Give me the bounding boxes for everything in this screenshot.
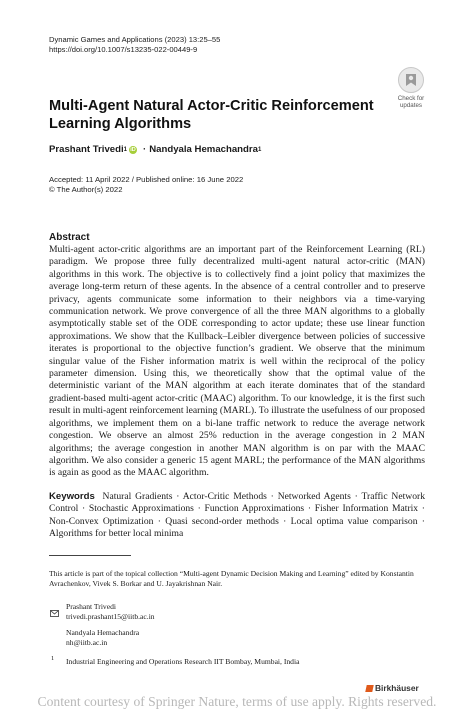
- footnote-divider: [49, 555, 131, 556]
- update-bookmark-icon: [398, 67, 424, 93]
- contact-name-1: Prashant Trivedi: [66, 602, 116, 611]
- contact-block: [66, 602, 155, 648]
- paper-title: Multi-Agent Natural Actor-Critic Reinforcement Learning Algorithms: [49, 98, 374, 132]
- journal-header: [49, 35, 220, 55]
- author-1-affiliation-mark: 1: [123, 146, 127, 153]
- birkhauser-logo-icon: [365, 685, 373, 692]
- doi-link[interactable]: https://doi.org/10.1007/s13235-022-00449-9: [49, 45, 198, 54]
- contact-email-2[interactable]: nh@iitb.ac.in: [66, 638, 108, 647]
- author-separator: ·: [143, 144, 147, 155]
- check-for-updates-badge[interactable]: [393, 67, 429, 109]
- publisher-name: Birkhäuser: [375, 683, 419, 693]
- copyright-watermark: Content courtesy of Springer Nature, terms of use apply. Rights reserved.: [37, 694, 437, 709]
- badge-line1: Check for: [397, 95, 425, 102]
- affiliation-text: Industrial Engineering and Operations Research IIT Bombay, Mumbai, India: [66, 657, 300, 666]
- topical-collection-note: This article is part of the topical collection “Multi-agent Dynamic Decision Making and Learning” edited by Konstantin Avrachenkov, Vivek S. Borkar and U. Jayakrishnan Nair.: [49, 569, 414, 588]
- badge-line2: updates: [399, 102, 423, 109]
- author-2-name[interactable]: Nandyala Hemachandra: [149, 144, 258, 155]
- abstract-heading: Abstract: [49, 232, 90, 243]
- copyright-line: © The Author(s) 2022: [49, 184, 123, 194]
- accepted-published-dates: Accepted: 11 April 2022 / Published online: 16 June 2022: [49, 175, 244, 184]
- keywords-list: Natural Gradients · Actor-Critic Methods · Networked Agents · Traffic Network Control · Stochastic Approximations · Function Approximations · Fisher Information Matrix · Non-Convex Optimization · Quasi second-order methods · Local optima value comparison · Algorithms for better local minima: [49, 491, 426, 540]
- abstract-body: Multi-agent actor-critic algorithms are an important part of the Reinforcement Learning (RL) paradigm. We propose three fully decentralized multi-agent natural actor-critic (MAN) algorithms in this work. The objective is to collectively find a joint policy that maximizes the average long-term return of these agents. In the absence of a central controller and to preserve privacy, agents communicate some information to their neighbors via a time-varying communication network. We prove convergence of all the three MAN algorithms to a globally asymptotically stable set of the ODE corresponding to actor update; these use linear function approximations. We show that the Kullback–Leibler divergence between policies of successive iterates is proportional to the objective function’s gradient. We observe that the minimum singular value of the Fisher information matrix is well within the reciprocal of the policy parameter dimension. Using this, we theoretically show that the optimal value of the deterministic variant of the MAN algorithm at each iterate dominates that of the standard gradient-based multi-agent actor-critic (MAAC) algorithm. To our knowledge, it is the first such result in multi-agent reinforcement learning (MARL). To illustrate the usefulness of our proposed algorithms, we implement them on a bi-lane traffic network to reduce the average network congestion. We observe an almost 25% reduction in the average congestion in 2 MAN algorithms; the average congestion in another MAN algorithm is on par with the MAAC algorithm. We also consider a generic 15 agent MARL; the performance of the MAN algorithms is again as good as the MAAC algorithm.: [49, 244, 425, 479]
- contact-email-1[interactable]: trivedi.prashant15@iitb.ac.in: [66, 612, 155, 621]
- author-1-name[interactable]: Prashant Trivedi: [49, 144, 124, 155]
- contact-name-2: Nandyala Hemachandra: [66, 628, 140, 637]
- author-2-affiliation-mark: 1: [257, 146, 262, 153]
- keywords-section: [49, 491, 425, 541]
- orcid-icon[interactable]: iD: [130, 146, 136, 153]
- author-line: [49, 144, 261, 155]
- journal-citation: Dynamic Games and Applications (2023) 13:25–55: [49, 35, 221, 44]
- publication-dates: [49, 175, 243, 194]
- envelope-icon: [50, 604, 59, 622]
- keywords-label: Keywords: [49, 491, 95, 502]
- publisher-logo: [366, 683, 419, 693]
- affiliation-number: 1: [51, 655, 55, 662]
